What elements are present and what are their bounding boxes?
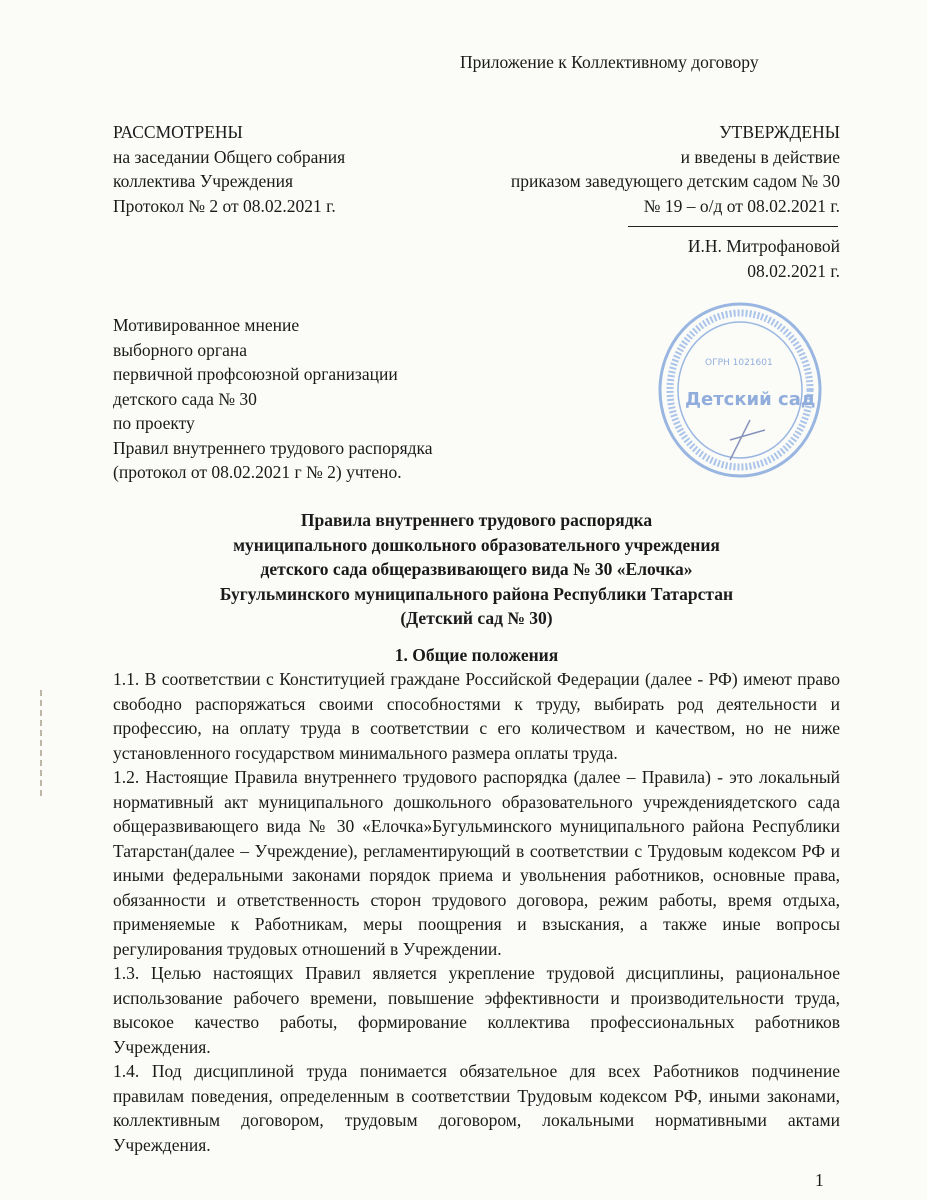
- organization-stamp: [655, 300, 825, 480]
- considered-line: на заседании Общего собрания: [113, 146, 346, 167]
- document-title: [113, 508, 840, 631]
- stamp-text: Детский сад: [685, 389, 816, 410]
- considered-line: Протокол № 2 от 08.02.2021 г.: [113, 195, 336, 216]
- approved-signer: [600, 234, 840, 283]
- binding-thread: [34, 690, 48, 800]
- page-number: 1: [815, 1170, 824, 1190]
- title-line: муниципального дошкольного образовательного учреждения: [233, 534, 720, 555]
- title-line: Бугульминского муниципального района Республики Татарстан: [219, 583, 734, 604]
- approved-line: № 19 – о/д от 08.02.2021 г.: [643, 195, 840, 216]
- approved-heading: УТВЕРЖДЕНЫ: [719, 122, 840, 142]
- appendix-note: Приложение к Коллективному договору: [460, 52, 759, 72]
- approval-date: 08.02.2021 г.: [747, 260, 840, 281]
- opinion-line: по проекту: [113, 413, 195, 433]
- approved-block: [440, 120, 840, 218]
- opinion-line: выборного органа: [113, 339, 247, 360]
- considered-line: коллектива Учреждения: [113, 171, 294, 191]
- opinion-line: Мотивированное мнение: [113, 315, 300, 335]
- signature-line: [628, 226, 838, 227]
- union-opinion: [113, 313, 533, 485]
- considered-block: [113, 120, 473, 218]
- opinion-line: первичной профсоюзной организации: [113, 364, 398, 384]
- title-line: Правила внутреннего трудового распорядка: [300, 510, 653, 530]
- opinion-line: детского сада № 30: [113, 388, 257, 409]
- paragraph-1-3: 1.3. Целью настоящих Правил является укрепление трудовой дисциплины, рациональное использование рабочего времени, повышение эффективности и производительности труда, высокое качество работы, формирование коллектива профессиональных работников Учреждения.: [113, 963, 840, 1057]
- opinion-line: (протокол от 08.02.2021 г № 2) учтено.: [113, 462, 402, 482]
- paragraph-1-4: 1.4. Под дисциплиной труда понимается обязательное для всех Работников подчинение правилам поведения, определенным в соответствии Трудовым кодексом РФ, иными законами, коллективным договором, трудовым договором, локальными нормативными актами Учреждения.: [113, 1061, 840, 1155]
- section-heading: 1. Общие положения: [394, 645, 559, 665]
- paragraph-1-2: 1.2. Настоящие Правила внутреннего трудового распорядка (далее – Правила) - это локальный нормативный акт муниципального дошкольного образовательного учреждениядетского сада общеразвивающего вида № 30 «Елочка»Бугульминского муниципального района Республики Татарстан(далее – Учреждение), регламентирующий в соответствии с Трудовым кодексом РФ и иными федеральными законами порядок приема и увольнения работников, основные права, обязанности и ответственность сторон трудового договора, режим работы, время отдыха, применяемые к Работникам, меры поощрения и взыскания, а также иные вопросы регулирования трудовых отношений в Учреждении.: [113, 767, 840, 959]
- title-line: детского сада общеразвивающего вида № 30 «Елочка»: [260, 559, 693, 579]
- signer-name: И.Н. Митрофановой: [687, 236, 840, 256]
- considered-heading: РАССМОТРЕНЫ: [113, 122, 243, 142]
- paragraph-1-1: 1.1. В соответствии с Конституцией граждане Российской Федерации (далее - РФ) имеют право свободно распоряжаться своими способностями к труду, выбирать род деятельности и профессию, на оплату труда в соответствии с его количеством и качеством, но не ниже установленного государством минимального размера оплаты труда.: [113, 669, 840, 763]
- approved-line: и введены в действие: [680, 146, 840, 167]
- section-body: [113, 667, 840, 1157]
- approved-line: приказом заведующего детским садом № 30: [510, 171, 840, 191]
- opinion-line: Правил внутреннего трудового распорядка: [113, 437, 433, 458]
- stamp-ogrn: ОГРН 1021601: [705, 358, 773, 368]
- title-line: (Детский сад № 30): [400, 608, 553, 628]
